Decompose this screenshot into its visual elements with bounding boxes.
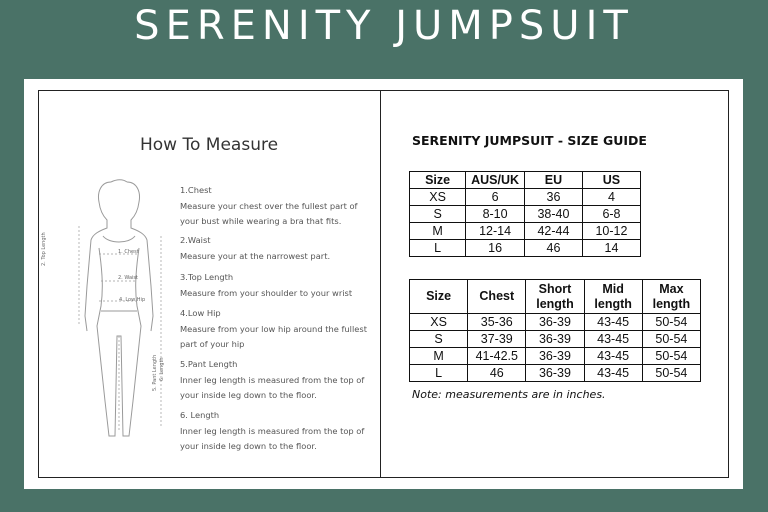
figure-label-top-length: 2. Top Length [41, 232, 47, 266]
table-cell: 36 [524, 189, 582, 206]
instruction-line: part of your hip [180, 339, 245, 349]
table-row [410, 240, 641, 257]
table-cell: 4 [582, 189, 640, 206]
table-cell: 38-40 [524, 206, 582, 223]
instruction-line: your inside leg down to the floor. [180, 390, 317, 400]
guide-frame [38, 90, 729, 478]
column-header: EU [524, 172, 582, 189]
column-header: Max length [642, 280, 700, 314]
figure-label-length: 6. Length [159, 357, 165, 381]
body-figure-illustration [57, 176, 177, 446]
size-conversion-table [409, 171, 641, 257]
table-cell: S [410, 331, 468, 348]
instruction-chest [180, 183, 365, 230]
table-cell: S [410, 206, 466, 223]
instruction-heading: 3.Top Length [180, 272, 234, 282]
table-cell: 50-54 [642, 365, 700, 382]
column-header: Size [410, 280, 468, 314]
instruction-line: Measure from your low hip around the fullest [180, 323, 367, 334]
instruction-top-length [180, 270, 365, 301]
size-guide-panel [382, 91, 728, 477]
table-cell: 10-12 [582, 223, 640, 240]
table-cell: 35-36 [468, 314, 526, 331]
instruction-heading: 4.Low Hip [180, 308, 221, 318]
table-row [410, 223, 641, 240]
table-cell: 8-10 [466, 206, 525, 223]
table-cell: M [410, 223, 466, 240]
measurement-note: Note: measurements are in inches. [412, 388, 606, 401]
instruction-waist [180, 233, 365, 264]
instruction-pant-length [180, 357, 365, 404]
column-header: Short length [526, 280, 584, 314]
table-cell: 37-39 [468, 331, 526, 348]
figure-label-pant-length: 5. Pant Length [152, 354, 158, 391]
table-cell: 41-42.5 [468, 348, 526, 365]
how-to-measure-panel [39, 91, 380, 477]
table-cell: 36-39 [526, 331, 584, 348]
table-row [410, 314, 701, 331]
table-cell: 14 [582, 240, 640, 257]
figure-label-chest: 1. Chest [118, 249, 139, 255]
table-cell: 43-45 [584, 348, 642, 365]
column-header: Chest [468, 280, 526, 314]
table-header-row [410, 280, 701, 314]
instruction-heading: 2.Waist [180, 235, 211, 245]
table-cell: 46 [524, 240, 582, 257]
instruction-heading: 6. Length [180, 410, 220, 420]
table-row [410, 189, 641, 206]
instruction-line: Inner leg length is measured from the top of [180, 425, 365, 436]
table-row [410, 365, 701, 382]
table-cell: 43-45 [584, 331, 642, 348]
table-cell: 46 [468, 365, 526, 382]
table-cell: 6-8 [582, 206, 640, 223]
instruction-line: Measure your chest over the fullest part of [180, 200, 358, 211]
table-row [410, 206, 641, 223]
table-row [410, 348, 701, 365]
table-cell: M [410, 348, 468, 365]
figure-label-waist: 2. Waist [118, 275, 139, 281]
instruction-line: your inside leg down to the floor. [180, 441, 317, 451]
panel-divider [380, 91, 381, 477]
measurements-table [409, 279, 701, 382]
how-to-measure-title: How To Measure [140, 135, 279, 155]
instruction-line: Measure from your shoulder to your wrist [180, 287, 353, 298]
table-cell: L [410, 240, 466, 257]
table-cell: XS [410, 189, 466, 206]
instruction-low-hip [180, 306, 365, 353]
table-cell: 36-39 [526, 314, 584, 331]
page-title: SERENITY JUMPSUIT [134, 3, 634, 49]
table-cell: 43-45 [584, 365, 642, 382]
table-cell: 42-44 [524, 223, 582, 240]
column-header: Mid length [584, 280, 642, 314]
table-cell: XS [410, 314, 468, 331]
table-cell: 36-39 [526, 348, 584, 365]
table-cell: L [410, 365, 468, 382]
instruction-line: Inner leg length is measured from the top of [180, 374, 365, 385]
size-guide-card [24, 79, 743, 489]
table-cell: 50-54 [642, 331, 700, 348]
instruction-line: Measure your at the narrowest part. [180, 250, 331, 261]
figure-label-low-hip: 4. Low Hip [119, 297, 146, 303]
table-header-row [410, 172, 641, 189]
column-header: AUS/UK [466, 172, 525, 189]
instruction-heading: 5.Pant Length [180, 359, 238, 369]
table-cell: 36-39 [526, 365, 584, 382]
table-cell: 16 [466, 240, 525, 257]
table-cell: 50-54 [642, 348, 700, 365]
column-header: US [582, 172, 640, 189]
instruction-heading: 1.Chest [180, 185, 212, 195]
column-header: Size [410, 172, 466, 189]
table-row [410, 331, 701, 348]
table-cell: 12-14 [466, 223, 525, 240]
instruction-line: your bust while wearing a bra that fits. [180, 216, 342, 226]
size-guide-title: SERENITY JUMPSUIT - SIZE GUIDE [412, 133, 647, 148]
instruction-length [180, 408, 365, 455]
table-cell: 43-45 [584, 314, 642, 331]
table-cell: 6 [466, 189, 525, 206]
table-cell: 50-54 [642, 314, 700, 331]
